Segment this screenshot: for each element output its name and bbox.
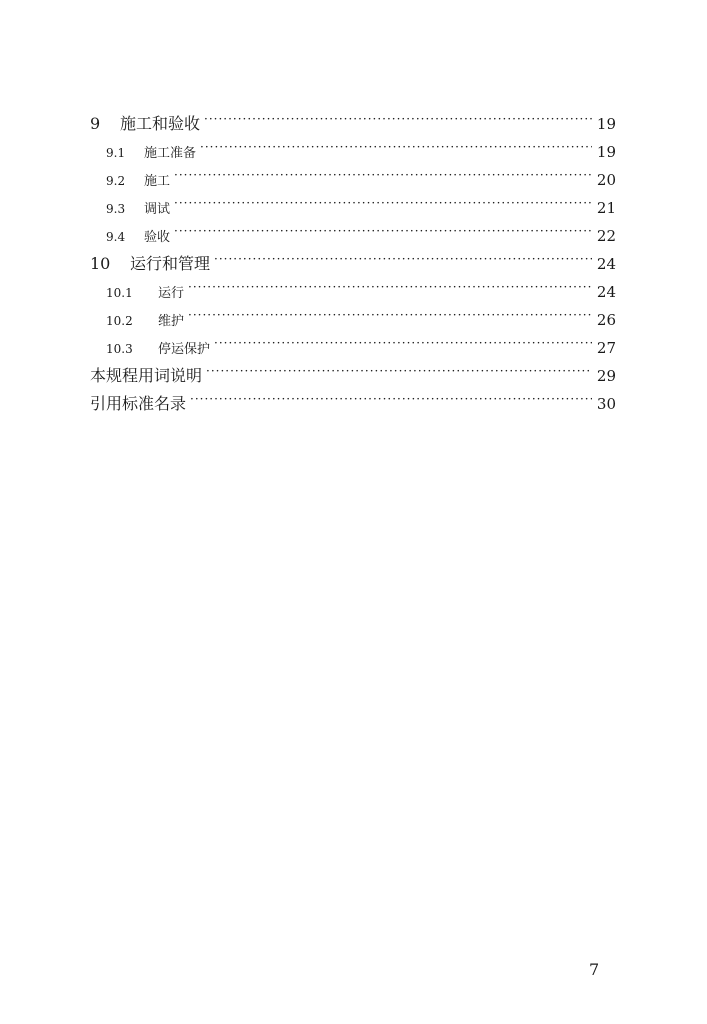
dot-leader [174, 227, 592, 241]
toc-entry-title: 施工 [144, 174, 171, 189]
toc-entry-terms-explanation[interactable] [90, 362, 616, 390]
toc-entry-page: 22 [596, 227, 616, 245]
toc-entry-number: 10.2 [106, 314, 133, 328]
toc-entry-number: 9.4 [106, 230, 126, 244]
dot-leader [174, 199, 592, 213]
toc-entry-page: 29 [596, 367, 616, 385]
toc-entry-title: 验收 [144, 230, 171, 245]
toc-entry-page: 24 [596, 283, 616, 301]
toc-entry-9[interactable] [90, 110, 616, 138]
toc-entry-number: 9.2 [106, 174, 126, 188]
table-of-contents [90, 110, 616, 418]
dot-leader [174, 171, 592, 185]
toc-entry-referenced-standards[interactable] [90, 390, 616, 418]
dot-leader [200, 143, 592, 157]
dot-leader [190, 395, 592, 409]
toc-entry-page: 27 [596, 339, 616, 357]
toc-entry-page: 30 [596, 395, 616, 413]
dot-leader [214, 339, 592, 353]
toc-entry-number: 10.3 [106, 342, 133, 356]
toc-entry-10[interactable] [90, 250, 616, 278]
toc-entry-title: 本规程用词说明 [90, 366, 203, 385]
toc-entry-title: 停运保护 [158, 342, 211, 357]
page-number: 7 [589, 960, 600, 979]
toc-entry-page: 24 [596, 255, 616, 273]
toc-entry-page: 21 [596, 199, 616, 217]
toc-entry-title: 维护 [158, 314, 185, 329]
toc-entry-number: 9.1 [106, 146, 126, 160]
toc-entry-page: 19 [596, 143, 616, 161]
toc-entry-number: 10 [90, 254, 111, 273]
toc-entry-title: 引用标准名录 [90, 394, 187, 413]
dot-leader [188, 311, 592, 325]
dot-leader [188, 283, 592, 297]
toc-entry-page: 26 [596, 311, 616, 329]
toc-entry-number: 9.3 [106, 202, 126, 216]
toc-entry-page: 19 [596, 115, 616, 133]
dot-leader [214, 255, 592, 269]
toc-entry-9-4[interactable] [90, 222, 616, 250]
toc-entry-title: 施工准备 [144, 146, 197, 161]
toc-entry-10-1[interactable] [90, 278, 616, 306]
toc-entry-number: 10.1 [106, 286, 133, 300]
toc-entry-9-2[interactable] [90, 166, 616, 194]
dot-leader [206, 367, 592, 381]
toc-entry-number: 9 [90, 114, 101, 133]
toc-entry-title: 运行和管理 [130, 254, 211, 273]
toc-entry-title: 调试 [144, 202, 171, 217]
toc-entry-title: 施工和验收 [120, 114, 201, 133]
toc-entry-9-3[interactable] [90, 194, 616, 222]
toc-entry-10-2[interactable] [90, 306, 616, 334]
toc-entry-title: 运行 [158, 286, 185, 301]
toc-entry-9-1[interactable] [90, 138, 616, 166]
toc-entry-page: 20 [596, 171, 616, 189]
toc-entry-10-3[interactable] [90, 334, 616, 362]
dot-leader [204, 115, 592, 129]
